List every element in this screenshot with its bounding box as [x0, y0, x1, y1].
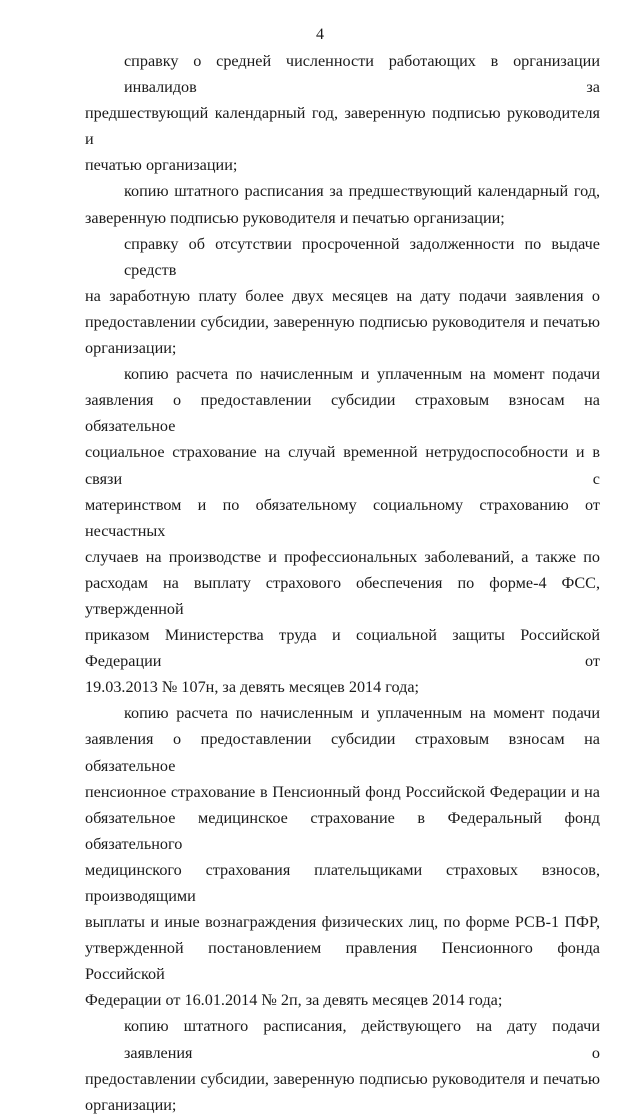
text-line: Федерации от 16.01.2014 № 2п, за девять месяцев 2014 года; — [85, 991, 503, 1010]
text-line: пенсионное страхование в Пенсионный фонд Российской Федерации и на — [85, 782, 600, 801]
text-line: печатью организации; — [85, 156, 238, 175]
text-line: копию штатного расписания за предшествующий календарный год, — [124, 182, 600, 201]
text-line: заявления о предоставлении субсидии страховым взносам на обязательное — [85, 391, 600, 436]
text-line: на заработную плату более двух месяцев на дату подачи заявления о — [85, 286, 600, 305]
text-line: случаев на производстве и профессиональных заболеваний, а также по — [85, 547, 600, 566]
text-line: предоставлении субсидии, заверенную подписью руководителя и печатью — [85, 1069, 600, 1088]
text-line: выплаты и иные вознаграждения физических лиц, по форме РСВ-1 ПФР, — [85, 913, 600, 932]
text-line: расходам на выплату страхового обеспечения по форме-4 ФСС, утвержденной — [85, 573, 600, 618]
paragraph-current-staff-schedule — [85, 1013, 600, 1117]
text-line: организации; — [85, 339, 177, 358]
paragraph-fss4-calculation — [85, 361, 600, 700]
text-line: медицинского страхования плательщиками страховых взносов, производящими — [85, 860, 600, 905]
text-line: социальное страхование на случай временной нетрудоспособности и в связи с — [85, 443, 600, 488]
text-line: копию штатного расписания, действующего на дату подачи заявления о — [124, 1017, 600, 1062]
text-line: предшествующий календарный год, заверенную подписью руководителя и — [85, 104, 600, 149]
text-line: обязательное медицинское страхование в Федеральный фонд обязательного — [85, 808, 600, 853]
text-line: справку о средней численности работающих в организации инвалидов за — [124, 52, 600, 97]
paragraph-staff-schedule-previous-year — [85, 178, 600, 230]
document-body — [85, 48, 600, 1118]
text-line: справку об отсутствии просроченной задолженности по выдаче средств — [124, 234, 600, 279]
text-line: копию расчета по начисленным и уплаченным на момент подачи — [124, 365, 600, 384]
text-line: копию расчета по начисленным и уплаченным на момент подачи — [124, 704, 600, 723]
text-line: приказом Министерства труда и социальной защиты Российской Федерации от — [85, 626, 600, 671]
text-line: организации; — [85, 1095, 177, 1114]
text-line: предоставлении субсидии, заверенную подписью руководителя и печатью — [85, 312, 600, 331]
text-line: 19.03.2013 № 107н, за девять месяцев 2014 года; — [85, 678, 420, 697]
page-number: 4 — [316, 26, 324, 43]
text-line: утвержденной постановлением правления Пенсионного фонда Российской — [85, 939, 600, 984]
paragraph-rsv1-calculation — [85, 700, 600, 1013]
text-line: заверенную подписью руководителя и печатью организации; — [85, 208, 505, 227]
text-line: заявления о предоставлении субсидии страховым взносам на обязательное — [85, 730, 600, 775]
paragraph-disabled-employees-certificate — [85, 48, 600, 178]
text-line: материнством и по обязательному социальному страхованию от несчастных — [85, 495, 600, 540]
paragraph-no-wage-arrears-certificate — [85, 231, 600, 361]
